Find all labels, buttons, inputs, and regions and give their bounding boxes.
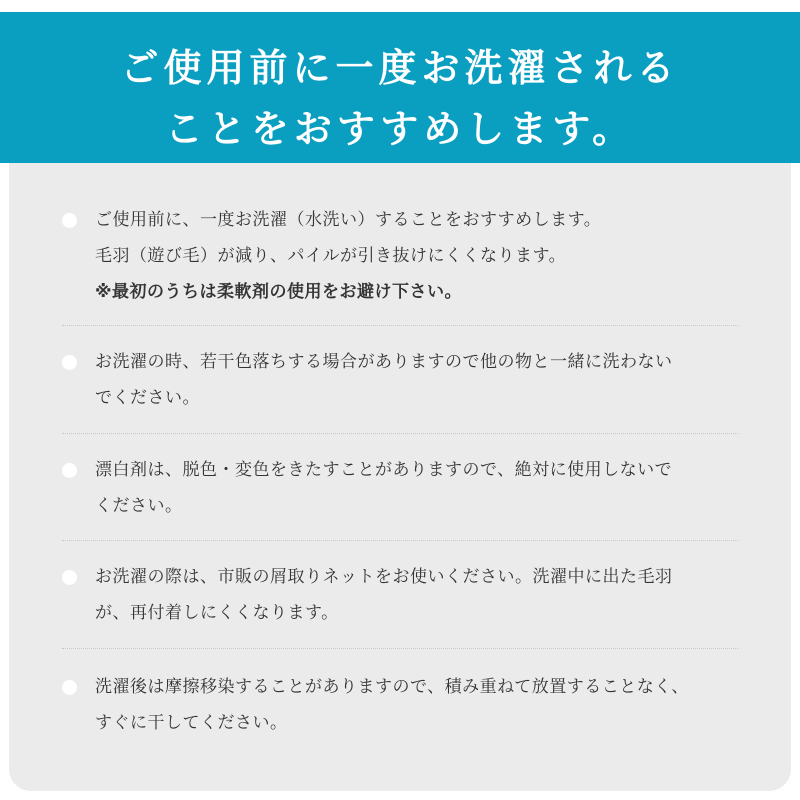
- notice-caution-line: ※最初のうちは柔軟剤の使用をお避け下さい。: [95, 282, 463, 302]
- notice-line: でください。: [95, 388, 200, 408]
- bullet-dot-icon: [62, 570, 77, 585]
- notice-line: が、再付着しにくくなります。: [95, 603, 339, 623]
- dotted-divider: [62, 648, 738, 649]
- bullet-dot-icon: [62, 680, 77, 695]
- notice-text: [95, 202, 738, 310]
- notice-line: すぐに干してください。: [95, 713, 288, 733]
- notice-text: [95, 452, 738, 524]
- bullet-dot-icon: [62, 355, 77, 370]
- dotted-divider: [62, 433, 738, 434]
- notice-text: [95, 559, 738, 631]
- notice-line: 毛羽（遊び毛）が減り、パイルが引き抜けにくくなります。: [95, 246, 567, 266]
- notice-line: 洗濯後は摩擦移染することがありますので、積み重ねて放置することなく、: [95, 677, 689, 697]
- notice-line: ください。: [95, 496, 183, 516]
- header-banner: [0, 12, 800, 163]
- bullet-dot-icon: [62, 463, 77, 478]
- notice-text: [95, 669, 738, 741]
- dotted-divider: [62, 540, 738, 541]
- banner-title-line-1: ご使用前に一度お洗濯される: [120, 46, 680, 90]
- notice-line: お洗濯の時、若干色落ちする場合がありますので他の物と一緒に洗わない: [95, 352, 673, 372]
- notice-line: 漂白剤は、脱色・変色をきたすことがありますので、絶対に使用しないで: [95, 460, 673, 480]
- dotted-divider: [62, 325, 738, 326]
- notice-text: [95, 344, 738, 416]
- banner-title-line-2: ことをおすすめします。: [164, 107, 636, 151]
- notice-line: お洗濯の際は、市販の屑取りネットをお使いください。洗濯中に出た毛羽: [95, 567, 673, 587]
- bullet-dot-icon: [62, 213, 77, 228]
- notice-line: ご使用前に、一度お洗濯（水洗い）することをおすすめします。: [95, 210, 602, 230]
